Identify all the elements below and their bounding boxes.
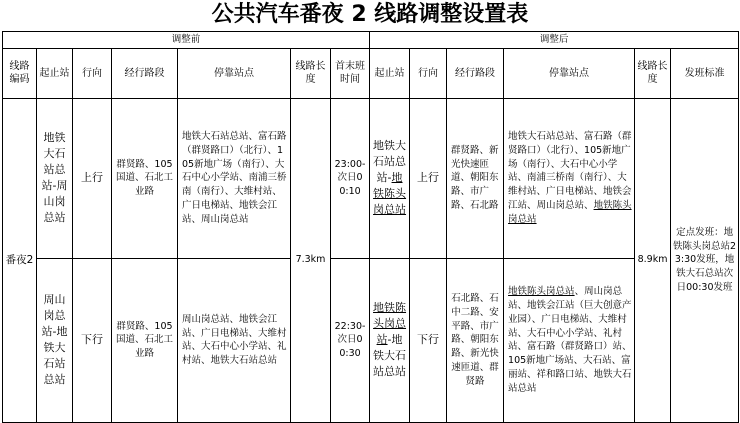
after-up-stops-new: 地铁陈头岗总站	[508, 199, 632, 225]
after-length: 8.9km	[635, 98, 671, 422]
after-up-endpoints	[370, 98, 410, 258]
route-adjustment-table	[2, 31, 739, 423]
after-down-direction: 下行	[410, 258, 447, 422]
after-down-stops	[504, 258, 635, 422]
after-up-stops	[504, 98, 635, 258]
header-endpoints-after: 起止站	[370, 48, 410, 98]
before-down-time: 22:30-次日00:30	[331, 258, 370, 422]
header-stops: 停靠站点	[178, 48, 291, 98]
before-up-stops: 地铁大石站总站、富石路（群贤路口）（北行）、105新地广场（南行）、大石中心小学站、南浦三桥南（南行）、大维村站、广日电梯站、地铁会江站、周山岗总站	[178, 98, 291, 258]
header-dispatch-standard: 发班标准	[671, 48, 739, 98]
after-up-stops-plain: 地铁大石站总站、富石路（群贤路口）（北行）、105新地广场（南行）、大石中心小学站、南浦三桥南（南行）、大维村站、广日电梯站、地铁会江站、周山岗总站、	[508, 131, 632, 211]
before-length: 7.3km	[291, 98, 331, 422]
after-down-stops-plain: 、周山岗总站、地铁会江站（巨大创意产业园）、广日电梯站、大维村站、大石中心小学站、礼村站、富石路（群贤路口）站、105新地广场站、大石站、富丽站、祥和路口站、地铁大石站总站	[508, 286, 632, 394]
header-direction: 行向	[73, 48, 112, 98]
after-down-endpoints-new: 地铁陈头岗总站	[373, 301, 407, 347]
group-header-before: 调整前	[3, 32, 370, 49]
group-header-after: 调整后	[370, 32, 739, 49]
before-up-via: 群贤路、105国道、石北工业路	[112, 98, 178, 258]
header-via: 经行路段	[112, 48, 178, 98]
before-up-time: 23:00-次日00:10	[331, 98, 370, 258]
after-up-endpoints-new: 地铁陈头岗总站	[373, 171, 407, 217]
header-via-after: 经行路段	[447, 48, 504, 98]
before-down-direction: 下行	[73, 258, 112, 422]
before-down-stops: 周山岗总站、地铁会江站、广日电梯站、大维村站、大石中心小学站、礼村站、地铁大石站总站	[178, 258, 291, 422]
header-length-after: 线路长度	[635, 48, 671, 98]
page-title: 公共汽车番夜 2 线路调整设置表	[211, 2, 529, 27]
after-down-endpoints	[370, 258, 410, 422]
before-up-endpoints: 地铁大石站总站-周山岗总站	[37, 98, 73, 258]
header-stops-after: 停靠站点	[504, 48, 635, 98]
after-down-stops-new: 地铁陈头岗总站	[508, 286, 575, 298]
after-up-via: 群贤路、新光快速匝道、朝阳东路、市广路、石北路	[447, 98, 504, 258]
before-down-via: 群贤路、105国道、石北工业路	[112, 258, 178, 422]
header-route-code: 线路编码	[3, 48, 37, 98]
after-down-via: 石北路、石中二路、安平路、市广路、朝阳东路、新光快速匝道、群贤路	[447, 258, 504, 422]
after-up-direction: 上行	[410, 98, 447, 258]
header-first-last-time: 首末班时间	[331, 48, 370, 98]
dispatch-standard: 定点发班：地铁陈头岗总站23:30发班，地铁大石总站次日00:30发班	[671, 98, 739, 422]
after-up-endpoints-plain: 地铁大石站总站-	[373, 139, 407, 185]
after-down-endpoints-plain: -地铁大石站总站	[373, 333, 407, 379]
header-endpoints: 起止站	[37, 48, 73, 98]
before-down-endpoints: 周山岗总站-地铁大石站总站	[37, 258, 73, 422]
route-code-cell: 番夜2	[3, 98, 37, 422]
header-direction-after: 行向	[410, 48, 447, 98]
header-length: 线路长度	[291, 48, 331, 98]
before-up-direction: 上行	[73, 98, 112, 258]
